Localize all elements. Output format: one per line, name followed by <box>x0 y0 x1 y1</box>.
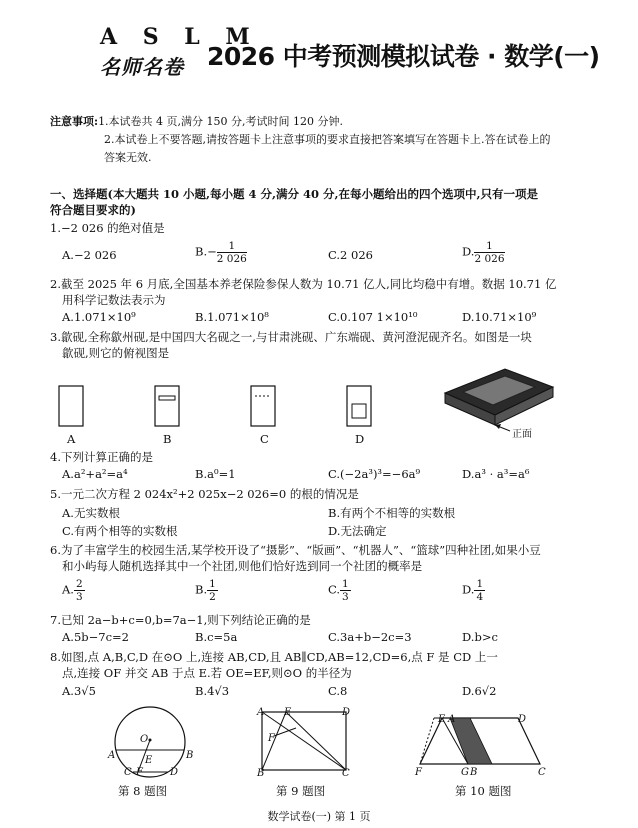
fig10-label-e: E <box>438 714 446 725</box>
q7-stem: 7.已知 2a−b+c=0,b=7a−1,则下列结论正确的是 <box>50 613 311 627</box>
q3-top-views <box>55 382 395 432</box>
notes-line2a: 2.本试卷上不要答题,请按答题卡上注意事项的要求直接把答案填写在答题卡上.答在试卷上的 <box>104 133 551 146</box>
q8-option-c: C.8 <box>328 684 348 698</box>
fig9-label-b: B <box>257 768 265 779</box>
q2-option-c: C.0.107 1×10¹⁰ <box>328 310 418 324</box>
q2-stem-cont: 用科学记数法表示为 <box>62 293 166 307</box>
fig10-label-g: G <box>461 767 469 778</box>
q4-option-a: A.a²+a²=a⁴ <box>62 467 128 481</box>
q3-option-c: C <box>260 432 269 446</box>
notes-line1: 1.本试卷共 4 页,满分 150 分,考试时间 120 分钟. <box>98 115 344 128</box>
q3-option-a: A <box>67 432 76 446</box>
notes-line2b: 答案无效. <box>104 151 152 164</box>
q3-view-d-well <box>352 404 366 418</box>
q8-stem-cont: 点,连接 OF 并交 AB 于点 E.若 OE=EF,则⊙O 的半径为 <box>62 666 352 680</box>
inkstone-illustration <box>435 365 570 440</box>
q4-option-b: B.a⁰=1 <box>195 467 236 481</box>
q7-option-a: A.5b−7c=2 <box>62 630 129 644</box>
section-heading-cont: 符合题目要求的) <box>50 203 136 217</box>
q6-option-a: A. $\frac{2}{3}$ <box>62 578 83 603</box>
q2-option-b: B.1.071×10⁸ <box>195 310 269 324</box>
fig8-label-b: B <box>186 750 194 761</box>
fig8-label-o: O <box>140 734 149 745</box>
q1-option-a: A.−2 026 <box>62 248 117 262</box>
page-footer: 数学试卷(一) 第 1 页 <box>267 810 371 823</box>
q6-stem-cont: 和小屿每人随机选择其中一个社团,则他们恰好选到同一个社团的概率是 <box>62 559 423 573</box>
fig10-label-f: F <box>415 767 422 778</box>
fig8-label-a: A <box>108 750 116 761</box>
section-heading: 一、选择题(本大题共 10 小题,每小题 4 分,满分 40 分,在每小题给出的四个选项中,只有一项是 <box>50 187 538 201</box>
q3-view-b-shape <box>155 386 179 426</box>
q7-option-d: D.b>c <box>462 630 498 644</box>
figure-9-caption: 第 9 题图 <box>276 784 326 798</box>
fig8-label-e: E <box>145 755 153 766</box>
q3-option-d: D <box>355 432 365 446</box>
logo-name: 名师名卷 <box>100 55 184 79</box>
q3-view-b-slot <box>159 396 175 400</box>
q3-view-c-shape <box>251 386 275 426</box>
q6-option-b: B. $\frac{1}{2}$ <box>195 578 216 603</box>
q2-stem: 2.截至 2025 年 6 月底,全国基本养老保险参保人数为 10.71 亿人,同比均稳中有增。数据 10.71 亿 <box>50 277 557 291</box>
q6-stem: 6.为了丰富学生的校园生活,某学校开设了“摄影”、“版画”、“机器人”、“篮球”四种社团,如果小豆 <box>50 543 541 557</box>
fig9-label-a: A <box>257 707 265 718</box>
q1-stem: 1.−2 026 的绝对值是 <box>50 221 165 235</box>
q3-view-a-shape <box>59 386 83 426</box>
fig10-label-d: D <box>518 714 527 725</box>
q4-option-d: D.a³ · a³=a⁶ <box>462 467 530 481</box>
fig10-label-b: B <box>470 767 478 778</box>
page-title: 2026 中考预测模拟试卷 · 数学(一) <box>207 42 600 71</box>
fig9-label-d: D <box>342 707 351 718</box>
figure-10-caption: 第 10 题图 <box>455 784 512 798</box>
q3-stem: 3.歙砚,全称歙州砚,是中国四大名砚之一,与甘肃洮砚、广东端砚、黄河澄泥砚齐名。如图是一块 <box>50 330 532 344</box>
q1-option-c: C.2 026 <box>328 248 373 262</box>
q3-view-d-shape <box>347 386 371 426</box>
fig10-label-a: A <box>448 714 456 725</box>
q7-option-b: B.c=5a <box>195 630 238 644</box>
figure-10-parallelogram <box>410 712 555 772</box>
q4-option-c: C.(−2a³)³=−6a⁹ <box>328 467 421 481</box>
fig8-label-c: C <box>124 767 132 778</box>
fig8-label-d: D <box>170 767 179 778</box>
logo-letters: A S L M <box>100 24 259 50</box>
q2-option-a: A.1.071×10⁹ <box>62 310 136 324</box>
inkstone-front-label: 正面 <box>512 429 532 440</box>
fig9-label-c: C <box>342 768 350 779</box>
notes-label: 注意事项: <box>50 115 99 128</box>
notes-block <box>50 113 343 129</box>
fig9-label-e: E <box>284 707 292 718</box>
q8-option-a: A.3√5 <box>62 684 96 698</box>
q8-option-d: D.6√2 <box>462 684 497 698</box>
q1-option-b: B.− $\frac{1}{2 026}$ <box>195 240 247 265</box>
figure-8-circle <box>100 702 200 782</box>
q8-option-b: B.4√3 <box>195 684 230 698</box>
q6-option-c: C. $\frac{1}{3}$ <box>328 578 349 603</box>
fig8-label-f: F <box>136 767 143 778</box>
q2-option-d: D.10.71×10⁹ <box>462 310 537 324</box>
q8-stem: 8.如图,点 A,B,C,D 在⊙O 上,连接 AB,CD,且 AB∥CD,AB=12,CD=6,点 F 是 CD 上一 <box>50 650 498 664</box>
fig9-label-f: F <box>268 733 275 744</box>
q1-option-d: D. $\frac{1}{2 026}$ <box>462 240 505 265</box>
q6-option-d: D. $\frac{1}{4}$ <box>462 578 484 603</box>
q5-option-d: D.无法确定 <box>328 524 387 538</box>
figure-8-caption: 第 8 题图 <box>118 784 168 798</box>
q5-option-b: B.有两个不相等的实数根 <box>328 506 456 520</box>
q7-option-c: C.3a+b−2c=3 <box>328 630 412 644</box>
q5-option-c: C.有两个相等的实数根 <box>62 524 178 538</box>
q5-option-a: A.无实数根 <box>62 506 120 520</box>
fig10-label-c: C <box>538 767 546 778</box>
q3-option-b: B <box>163 432 172 446</box>
q4-stem: 4.下列计算正确的是 <box>50 450 153 464</box>
q5-stem: 5.一元二次方程 2 024x²+2 025x−2 026=0 的根的情况是 <box>50 487 359 501</box>
q3-stem-cont: 歙砚,则它的俯视图是 <box>62 346 170 360</box>
